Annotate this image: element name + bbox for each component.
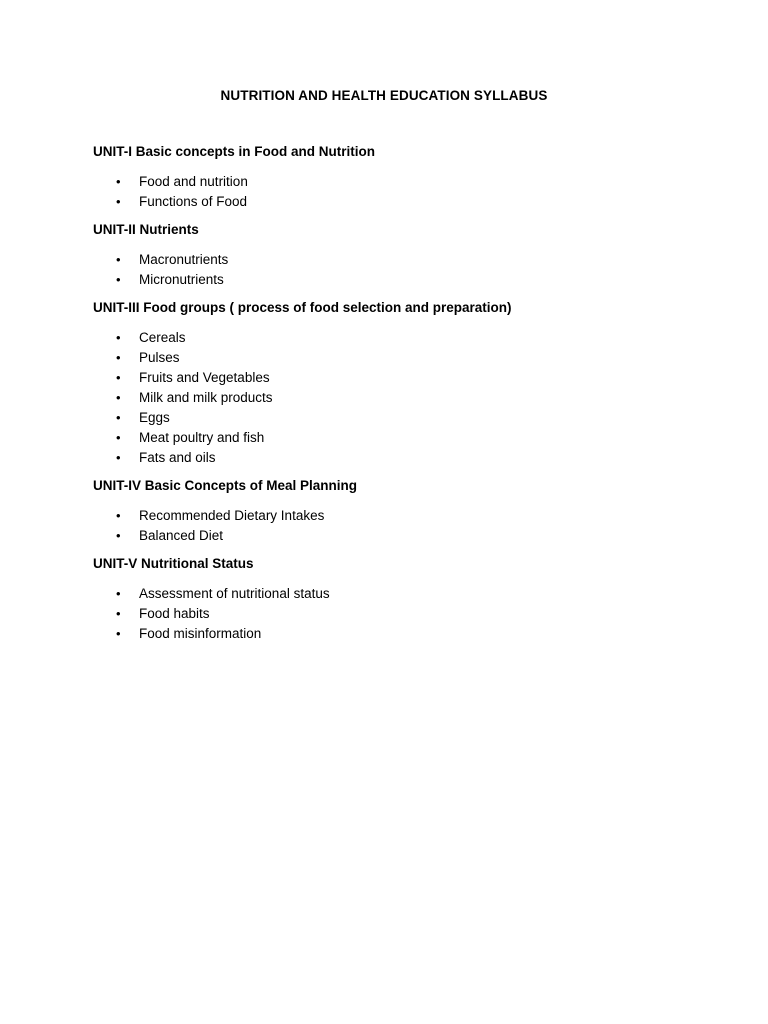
list-item <box>93 448 713 468</box>
list-item <box>93 408 713 428</box>
unit-4 <box>93 477 713 546</box>
list-item-text: Recommended Dietary Intakes <box>139 508 325 523</box>
bullet-icon: • <box>116 272 121 287</box>
list-item-text: Assessment of nutritional status <box>139 586 330 601</box>
syllabus-content <box>93 143 713 653</box>
list-item-text: Food misinformation <box>139 626 262 641</box>
list-item <box>93 388 713 408</box>
list-item-text: Cereals <box>139 330 186 345</box>
bullet-icon: • <box>116 390 121 405</box>
bullet-icon: • <box>116 330 121 345</box>
list-item-text: Functions of Food <box>139 194 248 209</box>
list-item <box>93 506 713 526</box>
list-item <box>93 348 713 368</box>
unit-topic-list <box>93 172 713 212</box>
list-item-text: Fats and oils <box>139 450 216 465</box>
unit-topic-list <box>93 584 713 644</box>
list-item <box>93 328 713 348</box>
bullet-icon: • <box>116 350 121 365</box>
bullet-icon: • <box>116 626 121 641</box>
list-item-text: Milk and milk products <box>139 390 273 405</box>
bullet-icon: • <box>116 586 121 601</box>
list-item-text: Fruits and Vegetables <box>139 370 270 385</box>
unit-heading: UNIT-I Basic concepts in Food and Nutrition <box>93 144 376 159</box>
bullet-icon: • <box>116 508 121 523</box>
list-item <box>93 192 713 212</box>
list-item-text: Micronutrients <box>139 272 224 287</box>
list-item <box>93 172 713 192</box>
list-item-text: Eggs <box>139 410 170 425</box>
bullet-icon: • <box>116 252 121 267</box>
list-item-text: Food habits <box>139 606 210 621</box>
document-title: NUTRITION AND HEALTH EDUCATION SYLLABUS <box>220 88 548 103</box>
unit-heading: UNIT-II Nutrients <box>93 222 199 237</box>
bullet-icon: • <box>116 450 121 465</box>
unit-heading: UNIT-IV Basic Concepts of Meal Planning <box>93 478 358 493</box>
list-item-text: Meat poultry and fish <box>139 430 265 445</box>
unit-2 <box>93 221 713 290</box>
list-item-text: Pulses <box>139 350 180 365</box>
list-item <box>93 368 713 388</box>
bullet-icon: • <box>116 410 121 425</box>
list-item <box>93 428 713 448</box>
list-item-text: Balanced Diet <box>139 528 224 543</box>
unit-3 <box>93 299 713 468</box>
list-item <box>93 250 713 270</box>
bullet-icon: • <box>116 606 121 621</box>
list-item-text: Food and nutrition <box>139 174 248 189</box>
bullet-icon: • <box>116 528 121 543</box>
list-item <box>93 270 713 290</box>
unit-heading: UNIT-V Nutritional Status <box>93 556 254 571</box>
bullet-icon: • <box>116 174 121 189</box>
list-item <box>93 584 713 604</box>
bullet-icon: • <box>116 430 121 445</box>
list-item <box>93 624 713 644</box>
bullet-icon: • <box>116 370 121 385</box>
list-item <box>93 604 713 624</box>
unit-topic-list <box>93 328 713 468</box>
unit-topic-list <box>93 250 713 290</box>
unit-1 <box>93 143 713 212</box>
unit-heading: UNIT-III Food groups ( process of food selection and preparation) <box>93 300 512 315</box>
list-item-text: Macronutrients <box>139 252 229 267</box>
list-item <box>93 526 713 546</box>
bullet-icon: • <box>116 194 121 209</box>
unit-topic-list <box>93 506 713 546</box>
unit-5 <box>93 555 713 644</box>
